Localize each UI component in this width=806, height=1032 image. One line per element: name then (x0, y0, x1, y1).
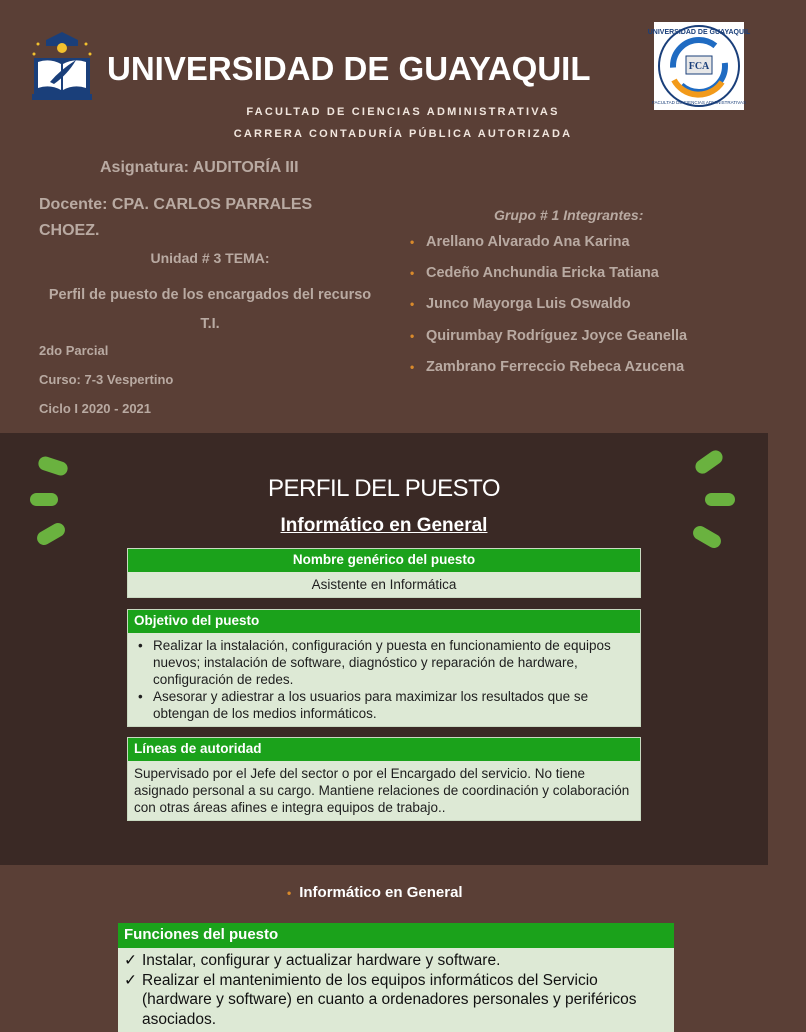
bullet-icon: • (410, 297, 415, 312)
list-item: • Zambrano Ferreccio Rebeca Azucena (410, 358, 685, 375)
list-item: • Junco Mayorga Luis Oswaldo (410, 296, 631, 313)
table-cell (128, 633, 640, 726)
list-item: • Cedeño Anchundia Ericka Tatiana (410, 265, 659, 282)
list-item: • Asesorar y adiestrar a los usuarios para maximizar los resultados que se obtengan de los medios informáticos. (134, 688, 634, 722)
bullet-icon: • (410, 235, 415, 249)
slide-title: PERFIL DEL PUESTO (267, 475, 500, 502)
profile-slide (0, 433, 768, 865)
faculty-name: FACULTAD DE CIENCIAS ADMINISTRATIVAS (246, 106, 560, 118)
slide-heading: • Informático en General (287, 884, 463, 901)
list-item: ✓ Instalar, configurar y actualizar hardware y software. (124, 951, 668, 971)
bullet-icon: • (410, 359, 415, 374)
authority-table (127, 737, 641, 821)
table-header: Funciones del puesto (118, 923, 674, 948)
objective-table (127, 609, 641, 727)
svg-text:UNIVERSIDAD DE GUAYAQUIL: UNIVERSIDAD DE GUAYAQUIL (647, 29, 751, 36)
job-name-table (127, 548, 641, 598)
table-cell: Asistente en Informática (128, 572, 640, 597)
table-header: Nombre genérico del puesto (128, 549, 640, 572)
decorative-dash (37, 455, 70, 478)
university-title: UNIVERSIDAD DE GUAYAQUIL (107, 50, 591, 87)
functions-slide (0, 866, 768, 1028)
subject-label: Asignatura: AUDITORÍA III (100, 159, 299, 176)
course-label: Curso: 7-3 Vespertino (39, 372, 174, 387)
group-title: Grupo # 1 Integrantes: (494, 207, 644, 223)
svg-text:FACULTAD DE CIENCIAS ADMINISTR: FACULTAD DE CIENCIAS ADMINISTRATIVAS (652, 100, 746, 105)
functions-list (118, 948, 674, 1032)
list-item: • Arellano Alvarado Ana Karina (410, 234, 630, 250)
cycle-label: Ciclo I 2020 - 2021 (39, 401, 152, 416)
bullet-icon: • (410, 328, 415, 343)
teacher-label: Docente: CPA. CARLOS PARRALES CHOEZ. (39, 196, 313, 239)
table-header: Líneas de autoridad (128, 738, 640, 761)
list-item: • Quirumbay Rodríguez Joyce Geanella (410, 327, 688, 344)
slide-subtitle: Informático en General (280, 515, 488, 536)
table-header: Objetivo del puesto (128, 610, 640, 633)
bullet-icon: • (410, 266, 415, 281)
svg-text:FCA: FCA (688, 61, 710, 72)
table-cell: Supervisado por el Jefe del sector o por el Encargado del servicio. No tiene asignado personal a su cargo. Mantiene relaciones de coordinación y colaboración con otras áreas afines e integra equipos de trabajo.. (128, 761, 640, 820)
topic-label: Perfil de puesto de los encargados del recurso T.I. (48, 287, 372, 332)
bullet-icon: • (287, 886, 292, 900)
title-slide (0, 0, 768, 432)
list-item: ✓ Realizar el mantenimiento de los equipos informáticos del Servicio (hardware y software) en cuanto a ordenadores personales y periféricos asociados. (124, 971, 668, 1030)
unit-label: Unidad # 3 TEMA: (150, 250, 270, 266)
career-name: CARRERA CONTADURÍA PÚBLICA AUTORIZADA (233, 128, 573, 140)
list-item: • Realizar la instalación, configuración y puesta en funcionamiento de equipos nuevos; instalación de software, diagnóstico y reparación de hardware, configuración de redes. (134, 637, 634, 688)
university-book-logo-icon (28, 30, 96, 104)
functions-table (118, 923, 674, 1032)
partial-label: 2do Parcial (39, 343, 109, 358)
fca-seal-logo-icon (647, 22, 751, 110)
decorative-dash (693, 448, 726, 477)
members-list (410, 234, 687, 390)
